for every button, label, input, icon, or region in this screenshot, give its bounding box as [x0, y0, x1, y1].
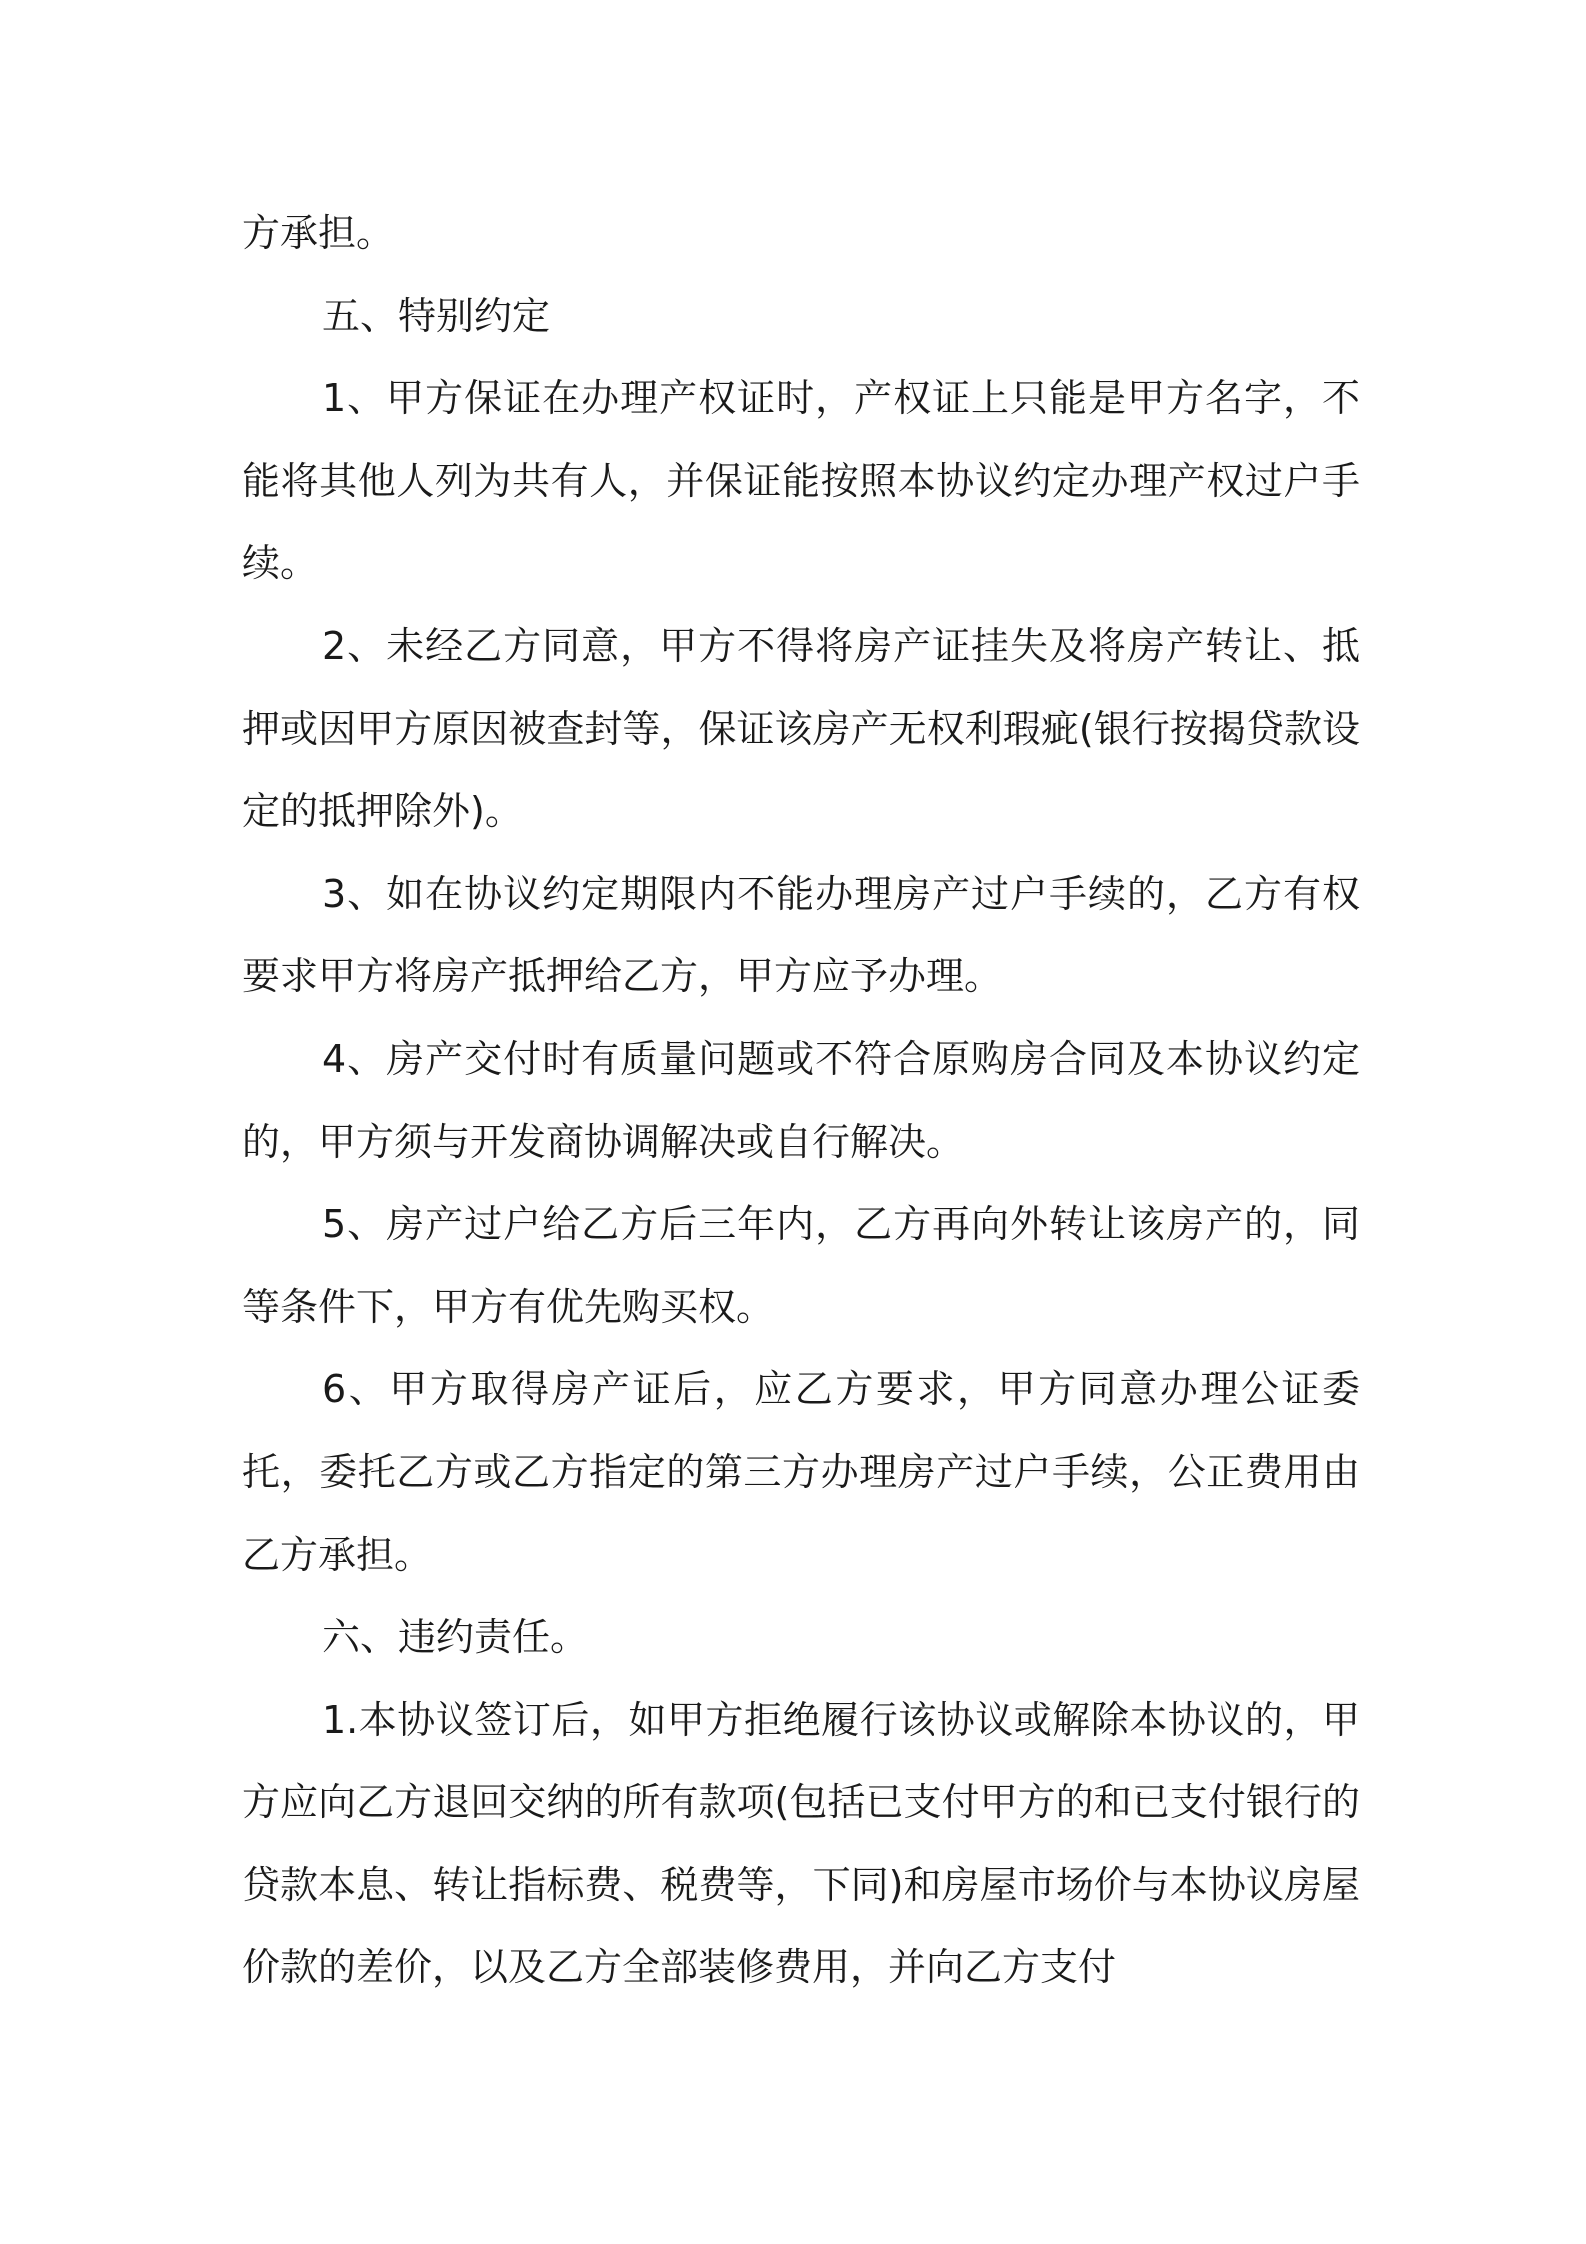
section-heading-special-terms: 五、特别约定 [322, 293, 551, 338]
clause-3: 3、如在协议约定期限内不能办理房产过户手续的，乙方有权要求甲方将房产抵押给乙方，甲方应予办理。 [242, 871, 1360, 999]
clause-1: 1、甲方保证在办理产权证时，产权证上只能是甲方名字，不能将其他人列为共有人，并保证能按照本协议约定办理产权过户手续。 [242, 376, 1360, 586]
section-heading-liability: 六、违约责任。 [322, 1615, 589, 1660]
clause-5: 5、房产过户给乙方后三年内，乙方再向外转让该房产的，同等条件下，甲方有优先购买权。 [242, 1202, 1360, 1329]
clause-6: 6、甲方取得房产证后，应乙方要求，甲方同意办理公证委托，委托乙方或乙方指定的第三方办理房产过户手续，公正费用由乙方承担。 [242, 1367, 1360, 1577]
paragraph-continuation: 方承担。 [242, 211, 395, 255]
liability-clause-1: 1.本协议签订后，如甲方拒绝履行该协议或解除本协议的，甲方应向乙方退回交纳的所有款项(包括已支付甲方的和已支付银行的贷款本息、转让指标费、税费等，下同)和房屋市场价与本协议房屋价款的差价，以及乙方全部装修费用，并向乙方支付 [242, 1697, 1360, 1990]
clause-2: 2、未经乙方同意，甲方不得将房产证挂失及将房产转让、抵押或因甲方原因被查封等，保证该房产无权利瑕疵(银行按揭贷款设定的抵押除外)。 [242, 623, 1360, 834]
clause-4: 4、房产交付时有质量问题或不符合原购房合同及本协议约定的，甲方须与开发商协调解决或自行解决。 [242, 1036, 1360, 1164]
document-body [242, 192, 1360, 2009]
